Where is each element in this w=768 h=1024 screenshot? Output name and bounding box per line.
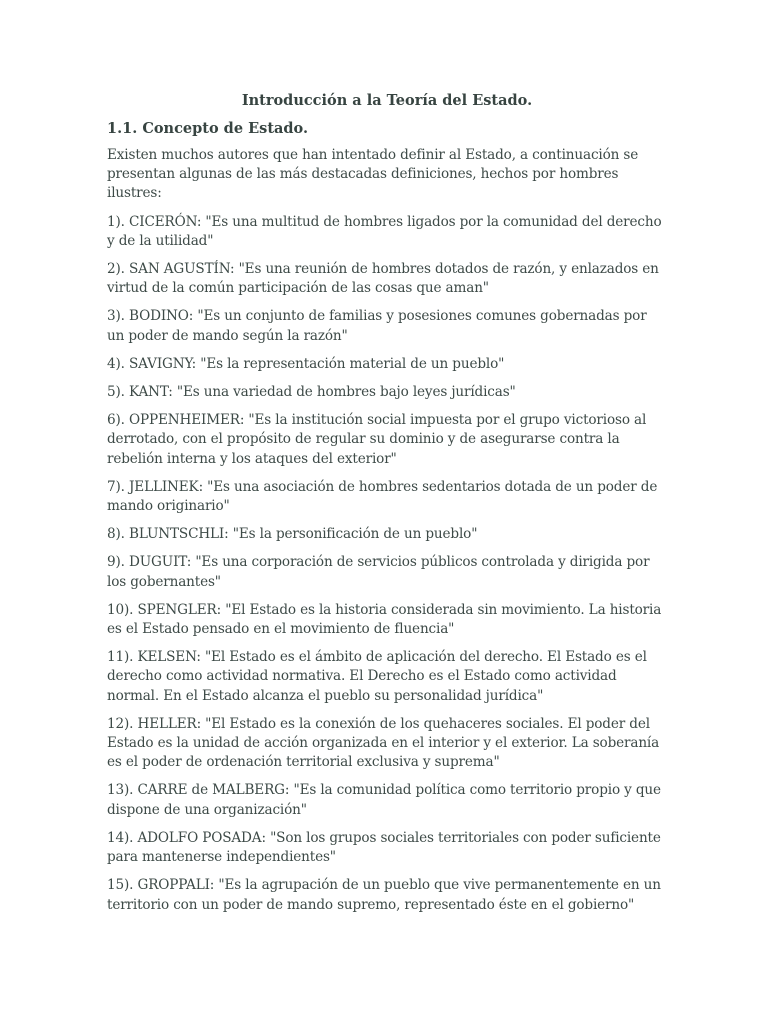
section-heading: 1.1. Concepto de Estado. bbox=[107, 120, 309, 137]
definition-item: 6). OPPENHEIMER: "Es la institución social impuesta por el grupo victorioso al derrotado, con el propósito de regular su dominio y de asegurarse contra la rebelión interna y los ataques del exterior" bbox=[107, 412, 647, 467]
document-page bbox=[107, 90, 667, 924]
definition-item: 1). CICERÓN: "Es una multitud de hombres ligados por la comunidad del derecho y de la utilidad" bbox=[107, 213, 662, 249]
definition-item: 11). KELSEN: "El Estado es el ámbito de aplicación del derecho. El Estado es el derecho como actividad normativa. El Derecho es el Estado como actividad normal. En el Estado alcanza el pueblo su personalidad jurídica" bbox=[107, 649, 647, 704]
definition-item: 12). HELLER: "El Estado es la conexión de los quehaceres sociales. El poder del Estado es la unidad de acción organizada en el interior y el exterior. La soberanía es el poder de ordenación territorial exclusiva y suprema" bbox=[107, 715, 660, 771]
definition-item: 3). BODINO: "Es un conjunto de familias y posesiones comunes gobernadas por un poder de mando según la razón" bbox=[107, 308, 647, 344]
definition-item: 7). JELLINEK: "Es una asociación de hombres sedentarios dotada de un poder de mando originario" bbox=[107, 478, 658, 515]
definition-item: 14). ADOLFO POSADA: "Son los grupos sociales territoriales con poder suficiente para mantenerse independientes" bbox=[107, 829, 661, 866]
definition-item: 4). SAVIGNY: "Es la representación material de un pueblo" bbox=[107, 355, 505, 372]
definitions-list bbox=[107, 213, 667, 915]
definition-item: 15). GROPPALI: "Es la agrupación de un pueblo que vive permanentemente en un territorio con un poder de mando supremo, representado éste en el gobierno" bbox=[107, 877, 661, 913]
definition-item: 5). KANT: "Es una variedad de hombres bajo leyes jurídicas" bbox=[107, 384, 516, 401]
intro-paragraph: Existen muchos autores que han intentado definir al Estado, a continuación se presentan algunas de las más destacadas definiciones, hechos por hombres ilustres: bbox=[107, 147, 639, 202]
definition-item: 10). SPENGLER: "El Estado es la historia considerada sin movimiento. La historia es el Estado pensado en el movimiento de fluencia" bbox=[107, 601, 662, 638]
definition-item: 13). CARRE de MALBERG: "Es la comunidad política como territorio propio y que dispone de una organización" bbox=[107, 782, 661, 818]
definition-item: 9). DUGUIT: "Es una corporación de servicios públicos controlada y dirigida por los gobernantes" bbox=[107, 554, 650, 590]
definition-item: 2). SAN AGUSTÍN: "Es una reunión de hombres dotados de razón, y enlazados en virtud de la común participación de las cosas que aman" bbox=[107, 261, 659, 297]
document-title: Introducción a la Teoría del Estado. bbox=[241, 92, 533, 109]
definition-item: 8). BLUNTSCHLI: "Es la personificación de un pueblo" bbox=[107, 526, 478, 543]
